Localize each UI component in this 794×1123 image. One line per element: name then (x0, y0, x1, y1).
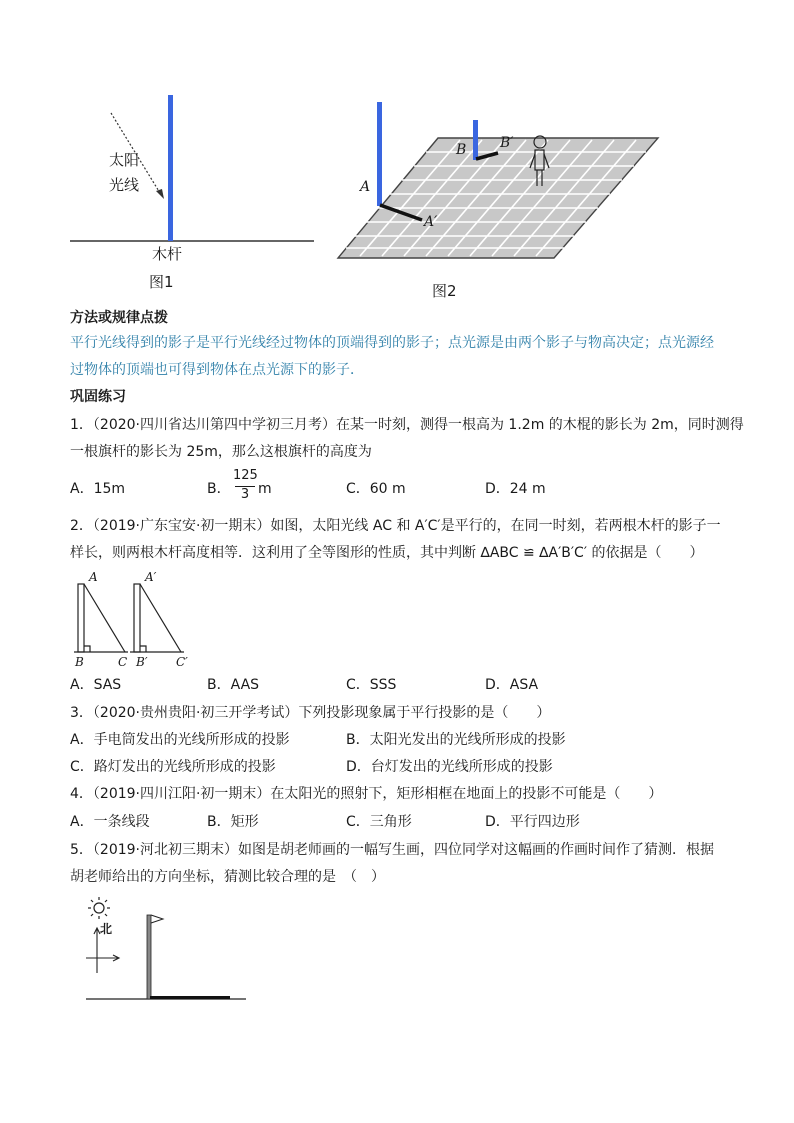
method-line1: 平行光线得到的影子是平行光线经过物体的顶端得到的影子；点光源是由两个影子与物高决定；点光源经 (70, 335, 714, 351)
q1-option-b-unit: m (258, 481, 272, 497)
label-B-prime: B′ (500, 135, 514, 151)
q4-option-d[interactable]: D．平行四边形 (485, 814, 580, 830)
q3-option-b[interactable]: B．太阳光发出的光线所形成的投影 (346, 732, 566, 748)
ray-AC (84, 584, 125, 652)
q1-option-c[interactable]: C．60 m (346, 481, 406, 497)
q4-option-a[interactable]: A．一条线段 (70, 814, 150, 830)
q1-option-b-numerator: 125 (233, 468, 258, 483)
q5-line1: 5．（2019·河北初三期末）如图是胡老师画的一幅写生画，四位同学对这幅画的作画时间作了猜测．根据 (70, 842, 714, 858)
q2-line2: 样长，则两根木杆高度相等．这利用了全等图形的性质，其中判断 ∆ABC ≌ ∆A′B′C′ 的依据是（ ） (70, 545, 704, 561)
q3-option-d[interactable]: D．台灯发出的光线所形成的投影 (346, 759, 553, 775)
q2-option-c[interactable]: C．SSS (346, 677, 397, 693)
ray-A2C2 (140, 584, 181, 652)
q5-line2: 胡老师给出的方向坐标，猜测比较合理的是 （ ） (70, 869, 385, 885)
q2-fig-B: B (75, 655, 84, 669)
flag-icon (151, 915, 163, 923)
q1-option-b-prefix[interactable]: B． (207, 481, 231, 497)
flagpole (147, 915, 151, 999)
q2-line1: 2．（2019·广东宝安·初一期末）如图，太阳光线 AC 和 A′C′是平行的，在同一时刻，若两根木杆的影子一 (70, 518, 721, 534)
arrow-head-icon (156, 189, 164, 199)
sun-icon (88, 897, 110, 919)
sun-label-line2: 光线 (109, 176, 140, 194)
q1-option-b-denominator: 3 (240, 487, 250, 502)
q2-fig-C: C (118, 655, 128, 669)
pole-label: 木杆 (152, 245, 183, 263)
q2-fig-C-prime: C′ (176, 655, 188, 669)
q2-option-d[interactable]: D．ASA (485, 677, 539, 693)
method-heading: 方法或规律点拨 (70, 310, 168, 326)
pole-AB (78, 584, 84, 652)
q1-line2: 一根旗杆的影长为 25m，那么这根旗杆的高度为 (70, 444, 372, 460)
q1-line1: 1．（2020·四川省达川第四中学初三月考）在某一时刻，测得一根高为 1.2m 的木棍的影长为 2m，同时测得 (70, 417, 744, 433)
q3-line1: 3．（2020·贵州贵阳·初三开学考试）下列投影现象属于平行投影的是（ ） (70, 705, 551, 721)
q2-option-a[interactable]: A．SAS (70, 677, 122, 693)
q5-painting-figure (80, 895, 260, 1007)
q4-option-c[interactable]: C．三角形 (346, 814, 412, 830)
figure2-caption: 图2 (432, 282, 457, 300)
q3-option-c[interactable]: C．路灯发出的光线所形成的投影 (70, 759, 276, 775)
north-label: 北 (100, 922, 113, 936)
q2-fig-A-prime: A′ (145, 570, 157, 584)
q2-fig-B-prime: B′ (136, 655, 148, 669)
q2-option-b[interactable]: B．AAS (207, 677, 260, 693)
practice-heading: 巩固练习 (70, 389, 126, 405)
figure-1 (60, 85, 330, 295)
figure1-caption: 图1 (149, 273, 174, 291)
figure-2 (330, 90, 670, 270)
sun-label-line1: 太阳 (109, 151, 140, 169)
q2-fig-A: A (89, 570, 98, 584)
label-B: B (456, 142, 467, 158)
wooden-pole (168, 95, 173, 241)
label-A: A (360, 179, 371, 195)
q4-line1: 4．（2019·四川江阳·初一期末）在太阳光的照射下，矩形相框在地面上的投影不可能是（ ） (70, 786, 663, 802)
q4-option-b[interactable]: B．矩形 (207, 814, 259, 830)
method-line2: 过物体的顶端也可得到物体在点光源下的影子． (70, 362, 364, 378)
right-angle-1 (84, 646, 90, 652)
pole-A2B2 (134, 584, 140, 652)
q3-option-a[interactable]: A．手电筒发出的光线所形成的投影 (70, 732, 290, 748)
label-A-prime: A′ (424, 214, 438, 230)
q1-option-d[interactable]: D．24 m (485, 481, 546, 497)
flagpole-shadow (150, 996, 230, 999)
q1-option-a[interactable]: A．15m (70, 481, 126, 497)
pole-A (377, 102, 382, 206)
pole-B (473, 120, 478, 160)
